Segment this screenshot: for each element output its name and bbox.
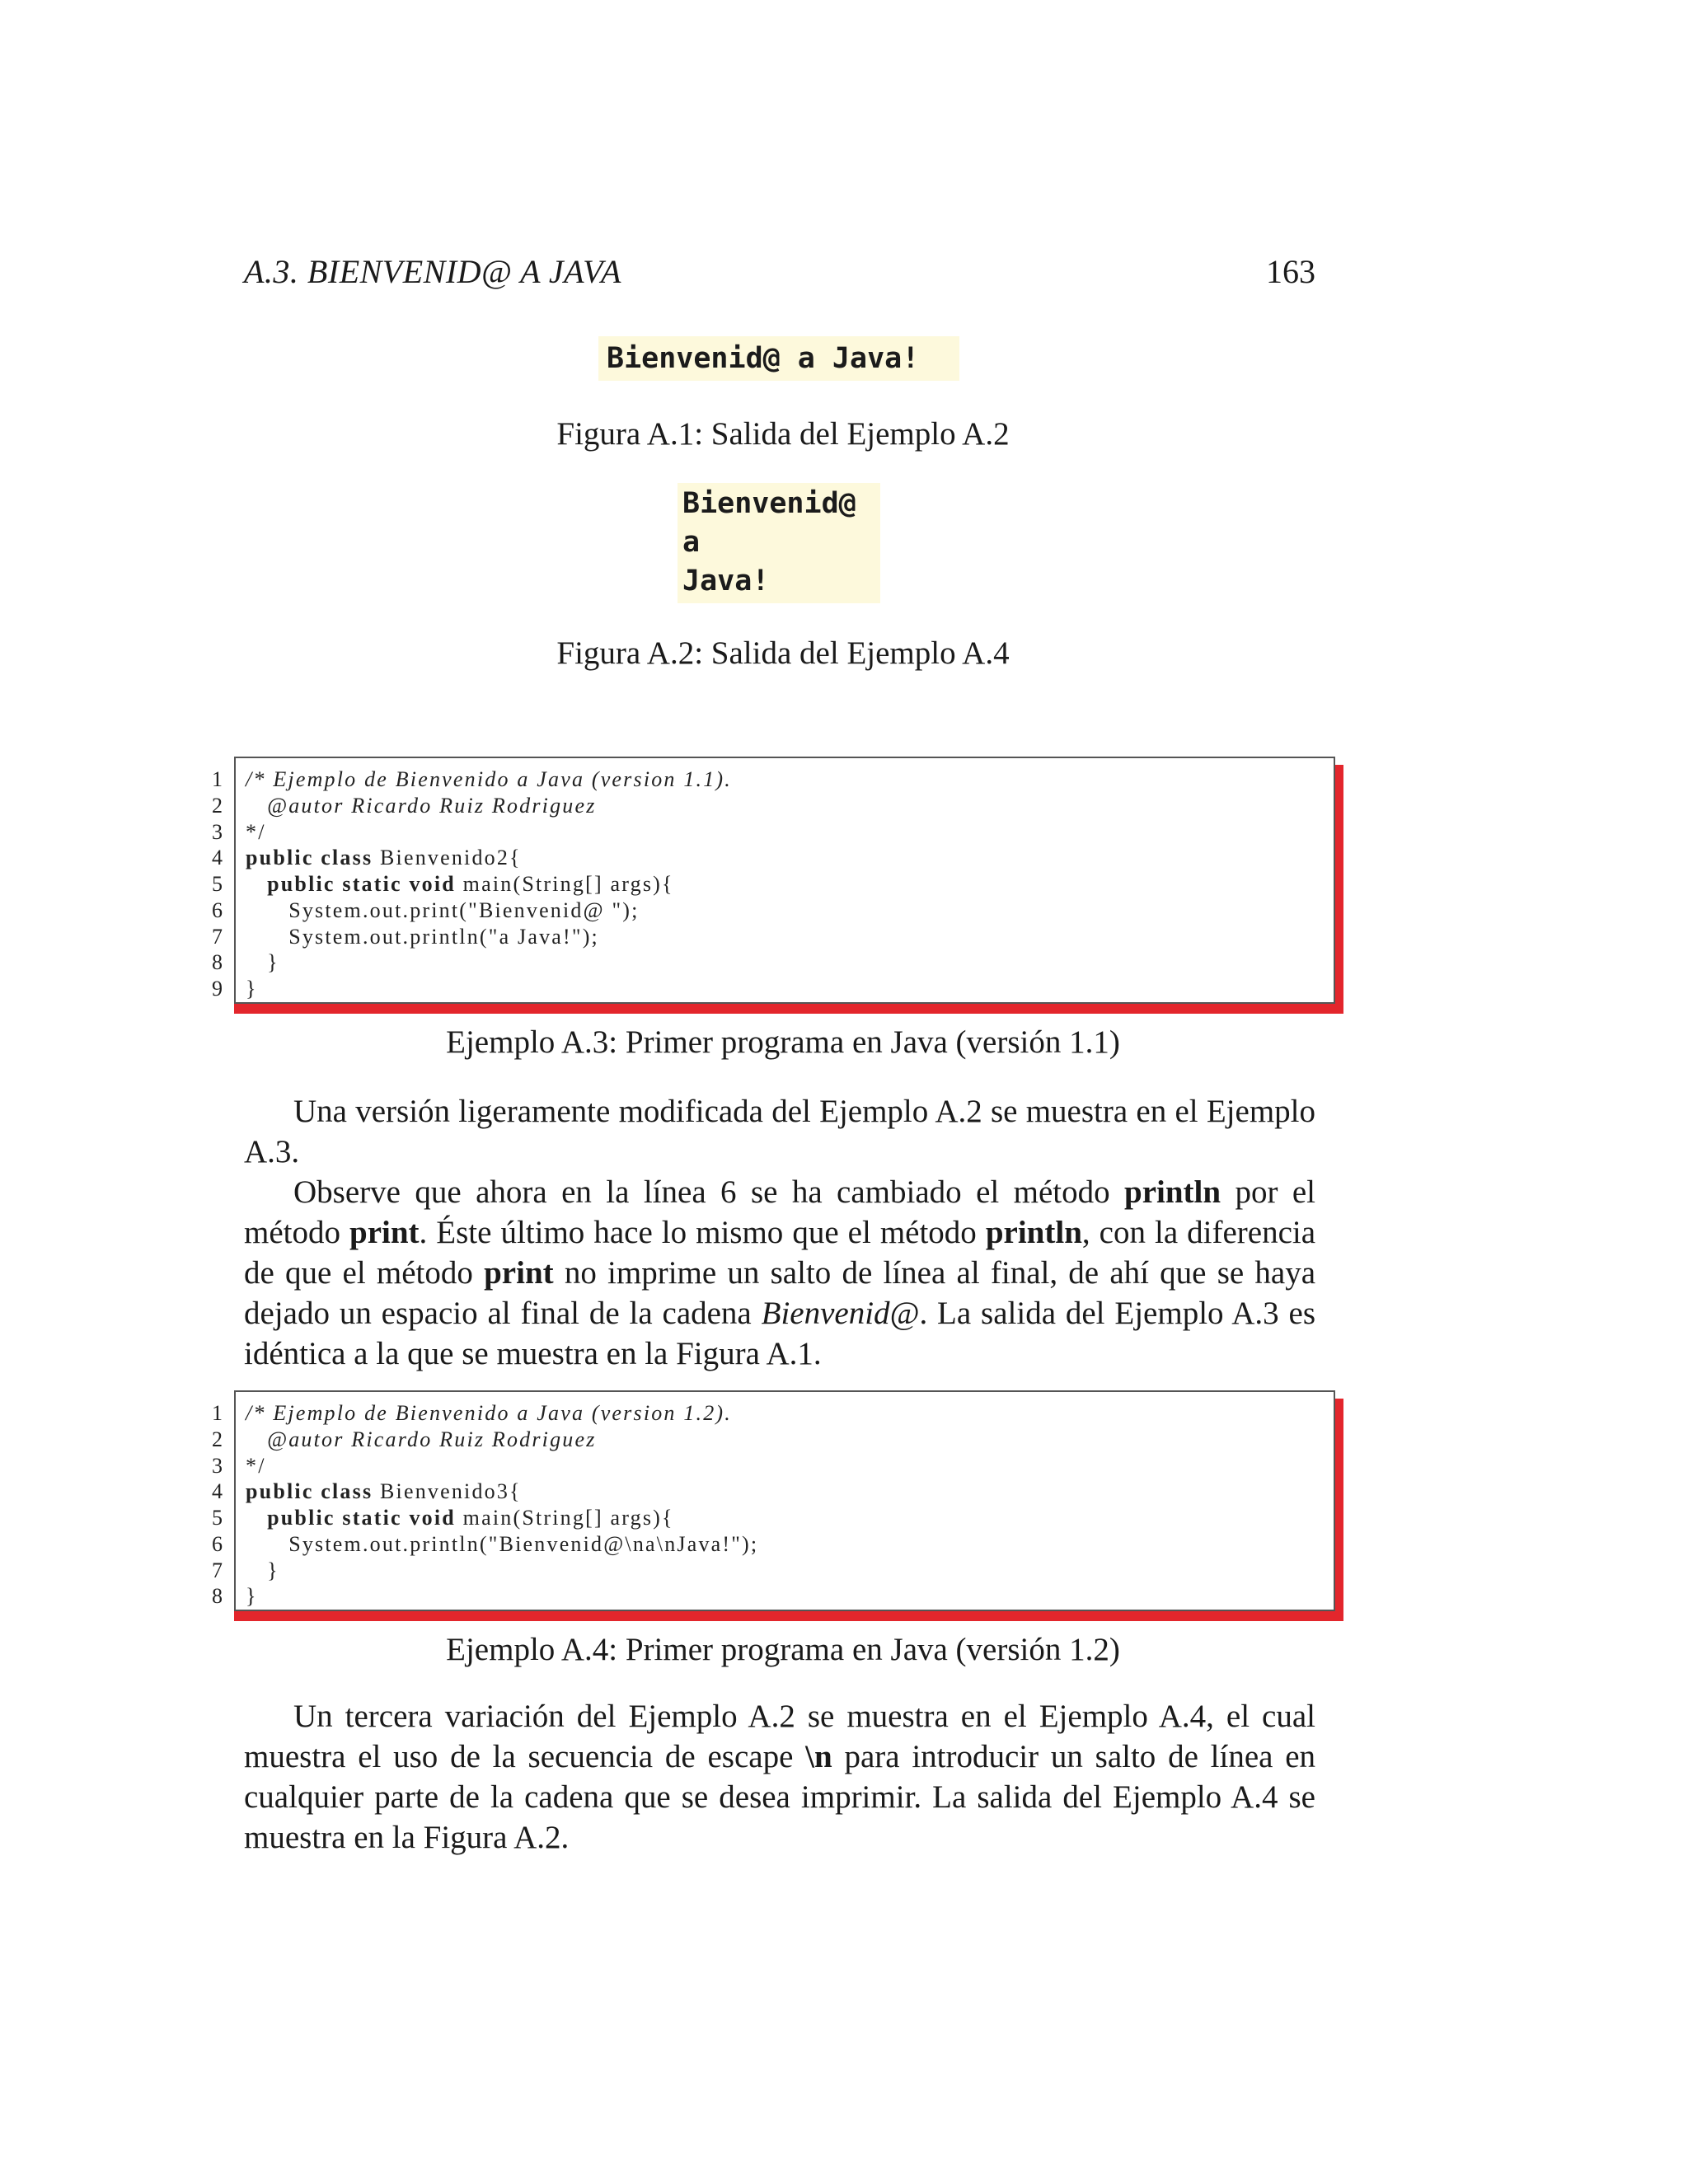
line-number-gutter [198,1400,223,1610]
code-line [246,871,732,898]
body-paragraph [244,1696,1315,1858]
console-output-a2 [678,483,880,603]
paragraph-text: . Éste último hace lo mismo que el método [419,1215,977,1250]
output-line: Bienvenid@ [682,487,856,520]
code-line: } [246,1584,258,1609]
code-line: */ [246,819,266,844]
code-line: @autor Ricardo Ruiz Rodriguez [246,793,597,818]
escape-sequence: \n [805,1739,832,1774]
figure-caption-a2: Figura A.2: Salida del Ejemplo A.4 [556,635,1010,671]
running-header [244,252,1315,298]
code-line: System.out.print("Bienvenid@ "); [246,898,640,922]
line-number: 8 [212,1584,223,1609]
line-number: 4 [212,846,223,870]
paragraph-text: no imprime un salto de línea al final, de ahí que se haya dejado un espacio al final de la cadena [244,1255,1316,1331]
paragraph-text: Una versión ligeramente modificada del Ejemplo A.2 se muestra en el Ejemplo A.3. [244,1094,1315,1169]
line-number: 2 [212,1427,223,1451]
code-keyword: public class [246,846,373,870]
section-title: A.3. BIENVENID@ A JAVA [244,253,621,290]
paragraph-text: . La salida del Ejemplo A.3 es idéntica a la que se muestra en la Figura A.1. [244,1296,1315,1371]
line-number: 7 [212,924,223,949]
code-line: } [246,977,258,1001]
console-output-a1: Bienvenid@ a Java! [598,336,959,381]
line-number: 6 [212,898,223,922]
paragraph-text: para introducir un salto de línea en cualquier parte de la cadena que se desea imprimir. La salida del Ejemplo A.4 se muestra en la Figura A.2. [244,1739,1316,1855]
line-number: 5 [212,1506,223,1530]
line-number: 9 [212,977,223,1001]
code-text: Bienvenido3{ [379,1479,522,1504]
paragraph-text: Un tercera variación del Ejemplo A.2 se muestra en el Ejemplo A.4, el cual muestra el uso de la secuencia de escape [244,1699,1315,1774]
code-body [246,1400,758,1610]
code-line [246,1479,758,1505]
line-number: 1 [212,767,223,791]
output-line: a [682,526,701,559]
body-paragraph [244,1091,1315,1172]
paragraph-text: , con la diferencia de que el método [244,1215,1316,1291]
method-name: println [1124,1174,1221,1210]
listing-caption-a4: Ejemplo A.4: Primer programa en Java (versión 1.2) [446,1632,1120,1667]
line-number: 4 [212,1479,223,1504]
method-name: print [484,1255,554,1291]
code-text: Bienvenido2{ [379,846,522,870]
code-keyword: public static void [267,872,456,896]
code-keyword: public class [246,1479,373,1504]
code-line: */ [246,1453,266,1478]
code-line [246,845,732,871]
code-keyword: public static void [267,1506,456,1530]
string-name: Bienvenid@ [761,1296,920,1331]
output-line: Java! [682,565,770,598]
line-number: 1 [212,1401,223,1425]
body-paragraph [244,1172,1315,1374]
code-body [246,766,732,1002]
method-name: println [985,1215,1082,1250]
code-line: System.out.println("Bienvenid@\na\nJava!"); [246,1531,759,1556]
code-text: main(String[] args){ [462,872,674,896]
method-name: print [349,1215,420,1250]
code-text: main(String[] args){ [462,1506,674,1530]
code-line: System.out.println("a Java!"); [246,924,599,949]
paragraph-text: Observe que ahora en la línea 6 se ha cambiado el método [293,1174,1110,1210]
line-number: 8 [212,950,223,975]
code-line: } [246,950,279,975]
line-number: 5 [212,872,223,896]
code-line: } [246,1558,279,1582]
line-number: 2 [212,793,223,818]
line-number: 3 [212,819,223,844]
line-number-gutter [198,766,223,1002]
paragraph-text: por el método [244,1174,1316,1250]
figure-caption-a1: Figura A.1: Salida del Ejemplo A.2 [556,416,1010,452]
code-line: @autor Ricardo Ruiz Rodriguez [246,1427,597,1451]
code-listing-a3 [198,757,1335,1004]
line-number: 6 [212,1531,223,1556]
listing-caption-a3: Ejemplo A.3: Primer programa en Java (versión 1.1) [446,1024,1120,1060]
line-number: 7 [212,1558,223,1582]
code-line [246,1505,758,1531]
page-number: 163 [1266,253,1315,290]
line-number: 3 [212,1453,223,1478]
code-line: /* Ejemplo de Bienvenido a Java (version 1.2). [246,1401,732,1425]
code-listing-a4 [198,1390,1335,1611]
code-line: /* Ejemplo de Bienvenido a Java (version 1.1). [246,767,732,791]
